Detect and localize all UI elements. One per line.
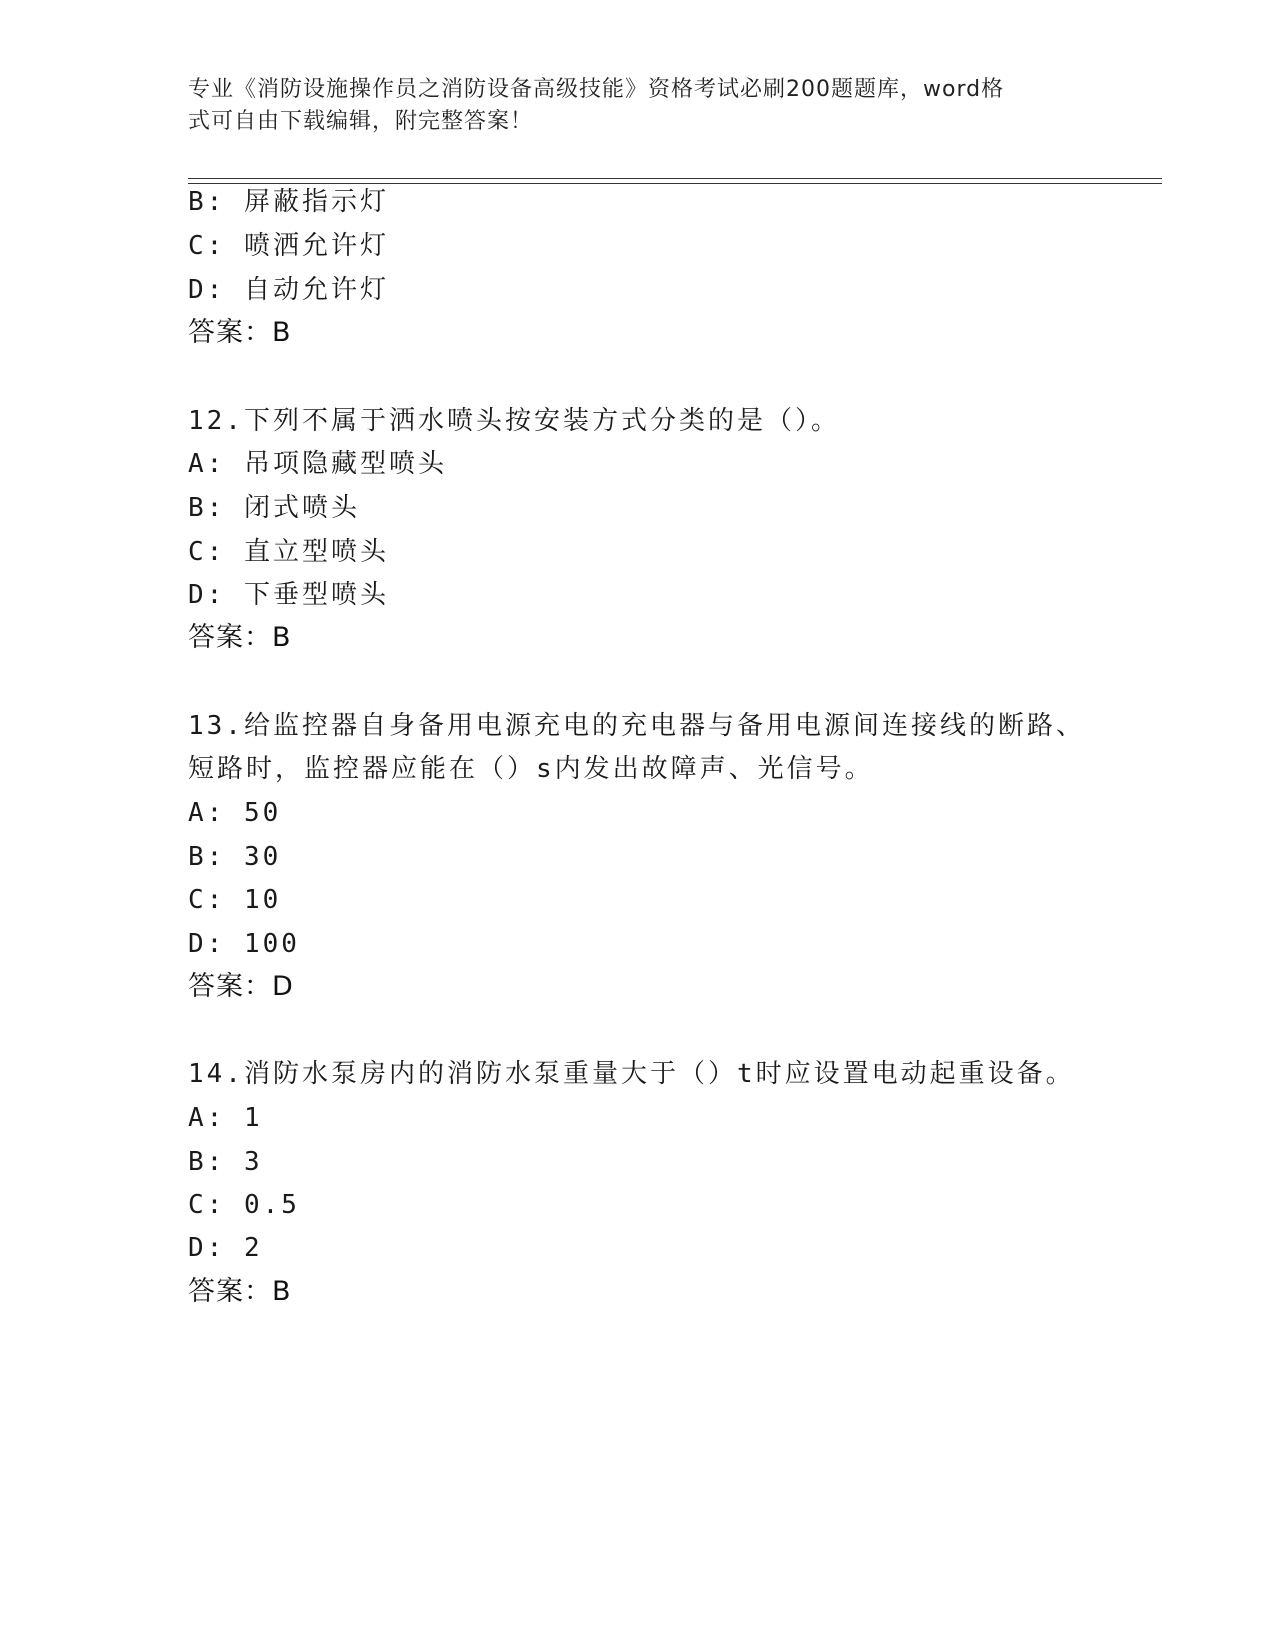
header-divider [188, 178, 1162, 184]
q12-option-c: C: 直立型喷头 [188, 537, 389, 567]
q14-option-a: A: 1 [188, 1103, 263, 1133]
q13-option-b: B: 30 [188, 842, 282, 872]
header-line-2: 式可自由下载编辑，附完整答案！ [188, 109, 534, 134]
q13-stem-line-1: 13.给监控器自身备用电源充电的充电器与备用电源间连接线的断路、 [188, 711, 1085, 741]
q13-answer: 答案：D [188, 971, 294, 1002]
header-line-1: 专业《消防设施操作员之消防设备高级技能》资格考试必刷200题题库，word格 [188, 77, 1005, 102]
q14-stem: 14.消防水泵房内的消防水泵重量大于（）t时应设置电动起重设备。 [188, 1059, 1075, 1089]
document-header [188, 74, 1068, 138]
q14-answer: 答案：B [188, 1276, 292, 1307]
q12-answer: 答案：B [188, 622, 292, 653]
q13-stem-line-2: 短路时，监控器应能在（）s内发出故障声、光信号。 [188, 754, 874, 784]
q14-option-d: D: 2 [188, 1233, 263, 1263]
q11-answer: 答案：B [188, 317, 292, 348]
q13-option-c: C: 10 [188, 885, 282, 915]
q12-option-d: D: 下垂型喷头 [188, 580, 389, 610]
q12-option-a: A: 吊项隐藏型喷头 [188, 449, 447, 479]
q13-option-d: D: 100 [188, 929, 300, 959]
q11-option-b: B: 屏蔽指示灯 [188, 187, 389, 217]
q13-option-a: A: 50 [188, 798, 282, 828]
q11-option-d: D: 自动允许灯 [188, 275, 389, 305]
q14-option-b: B: 3 [188, 1147, 263, 1177]
q12-option-b: B: 闭式喷头 [188, 493, 360, 523]
q11-option-c: C: 喷洒允许灯 [188, 231, 389, 261]
q14-option-c: C: 0.5 [188, 1190, 300, 1220]
q12-stem: 12.下列不属于洒水喷头按安装方式分类的是（）。 [188, 406, 840, 436]
